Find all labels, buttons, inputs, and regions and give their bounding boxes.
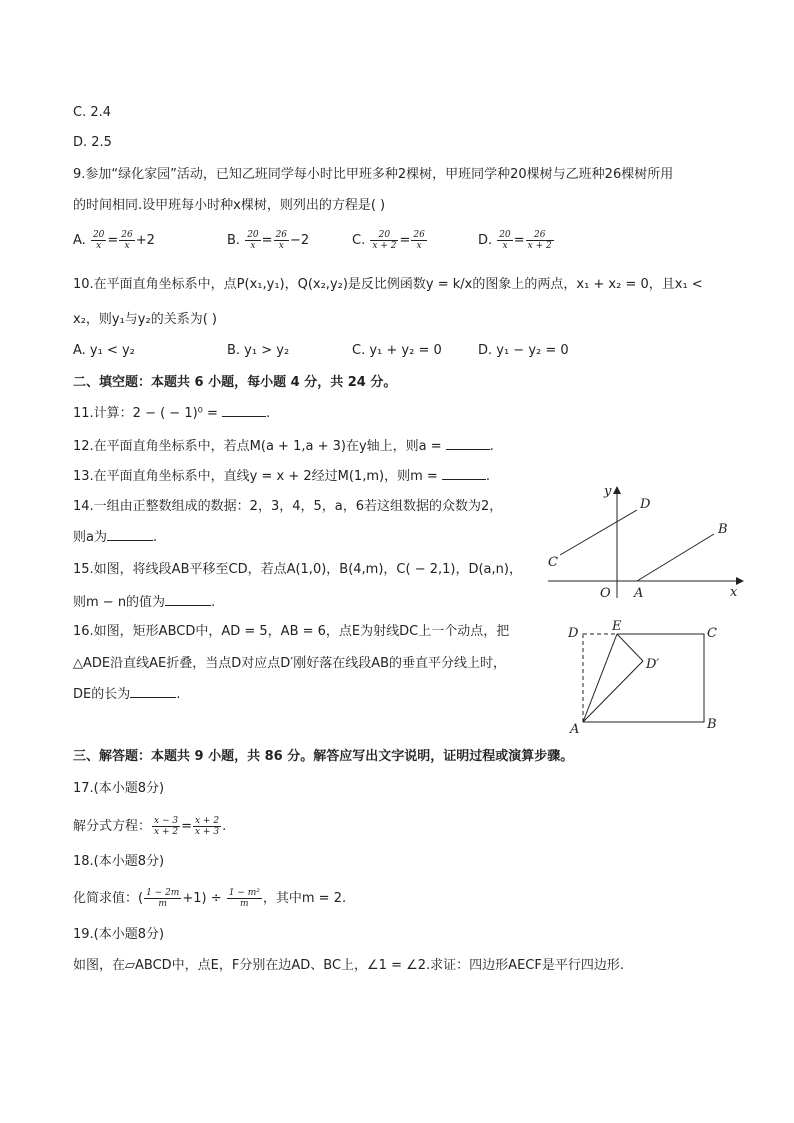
q14-text-line1: 14.一组由正整数组成的数据：2，3，4，5，a，6若这组数据的众数为2，	[73, 499, 503, 514]
q8-option-d: D. 2.5	[73, 135, 112, 150]
figure-coordinate-plane	[540, 480, 750, 602]
q10-option-b: B. y₁ > y₂	[227, 343, 290, 358]
q16-text-line1: 16.如图，矩形ABCD中，AD = 5，AB = 6，点E为射线DC上一个动点，把	[73, 624, 510, 639]
figure-rectangle-fold	[560, 620, 735, 735]
q15-answer-blank[interactable]	[165, 592, 211, 606]
q10-option-c: C. y₁ + y₂ = 0	[352, 343, 442, 358]
q9-option-d: D. $\frac{20}{x}$ = $\frac{26}{x + 2}$	[478, 230, 552, 251]
label-d: D	[640, 497, 651, 512]
q18-heading: 18.(本小题8分)	[73, 854, 165, 869]
q16-text-line3: DE的长为 .	[73, 684, 180, 705]
label-b: B	[718, 522, 728, 537]
section-2-heading: 二、填空题：本题共 6 小题，每小题 4 分，共 24 分。	[73, 375, 397, 390]
q19-heading: 19.(本小题8分)	[73, 927, 165, 942]
section-3-heading: 三、解答题：本题共 9 小题，共 86 分。解答应写出文字说明，证明过程或演算步骤。	[73, 749, 574, 764]
q9-text-line1: 9.参加“绿化家园”活动，已知乙班同学每小时比甲班多种2棵树，甲班同学种20棵树与乙班种26棵树所用	[73, 167, 674, 182]
label-e: E	[612, 620, 622, 634]
q15-text-line1: 15.如图，将线段AB平移至CD，若点A(1,0)，B(4,m)，C( − 2,1)，D(a,n)，	[73, 562, 522, 577]
x-axis-arrow-icon	[736, 577, 744, 585]
q16-text-line2: △ADE沿直线AE折叠，当点D对应点D′刚好落在线段AB的垂直平分线上时，	[73, 656, 507, 671]
q13-text: 13.在平面直角坐标系中，直线y = x + 2经过M(1,m)，则m = .	[73, 466, 490, 487]
q9-option-b: B. $\frac{20}{x}$ = $\frac{26}{x}$ −2	[227, 230, 310, 251]
q17-text: 解分式方程： $\frac{x - 3}{x + 2}$ = $\frac{x + 2}{x + 3}$ .	[73, 816, 227, 837]
q16-answer-blank[interactable]	[130, 684, 176, 698]
label-x: x	[730, 585, 738, 600]
q10-text-line2: x₂，则y₁与y₂的关系为( )	[73, 312, 217, 327]
segment-ab	[637, 534, 714, 581]
q9-text-line2: 的时间相同.设甲班每小时种x棵树，则列出的方程是( )	[73, 198, 386, 213]
label-y: y	[604, 484, 612, 499]
q18-text: 化简求值：( $\frac{1 - 2m}{m}$ +1) ÷ $\frac{\text{1 − m²}}{m}$ ，其中m = 2.	[73, 888, 347, 909]
q12-text: 12.在平面直角坐标系中，若点M(a + 1,a + 3)在y轴上，则a = .	[73, 436, 494, 457]
q12-answer-blank[interactable]	[446, 436, 490, 450]
segment-ad-prime	[583, 661, 643, 722]
q17-heading: 17.(本小题8分)	[73, 781, 165, 796]
segment-ed-prime	[617, 634, 643, 661]
q14-text-line2: 则a为 .	[73, 527, 157, 548]
segment-cd	[560, 510, 637, 555]
label-c: C	[707, 626, 717, 641]
q9-option-a: A. $\frac{20}{x}$ = $\frac{26}{x}$ +2	[73, 230, 155, 251]
label-a: A	[634, 586, 644, 601]
label-o: O	[600, 586, 611, 601]
rectangle-abcd	[583, 634, 704, 722]
q10-option-a: A. y₁ < y₂	[73, 343, 135, 358]
label-d: D	[568, 626, 579, 641]
label-d-prime: D′	[646, 657, 660, 672]
q9-option-c: C. $\frac{20}{x + 2}$ = $\frac{26}{x}$	[352, 230, 425, 251]
q13-answer-blank[interactable]	[442, 466, 486, 480]
q19-text: 如图，在▱ABCD中，点E，F分别在边AD、BC上，∠1 = ∠2.求证：四边形AECF是平行四边形.	[73, 958, 624, 973]
q14-answer-blank[interactable]	[107, 527, 153, 541]
q15-text-line2: 则m − n的值为 .	[73, 592, 215, 613]
label-c: C	[548, 555, 558, 570]
q11-text: 11.计算：2 − ( − 1)⁰ = .	[73, 403, 270, 424]
y-axis-arrow-icon	[613, 486, 621, 494]
label-a: A	[570, 722, 580, 735]
q10-option-d: D. y₁ − y₂ = 0	[478, 343, 569, 358]
q8-option-c: C. 2.4	[73, 105, 112, 120]
q10-text-line1: 10.在平面直角坐标系中，点P(x₁,y₁)，Q(x₂,y₂)是反比例函数y = k/x的图象上的两点，x₁ + x₂ = 0，且x₁ <	[73, 277, 703, 292]
label-b: B	[707, 717, 717, 732]
segment-ae	[583, 634, 617, 722]
q11-answer-blank[interactable]	[222, 403, 266, 417]
